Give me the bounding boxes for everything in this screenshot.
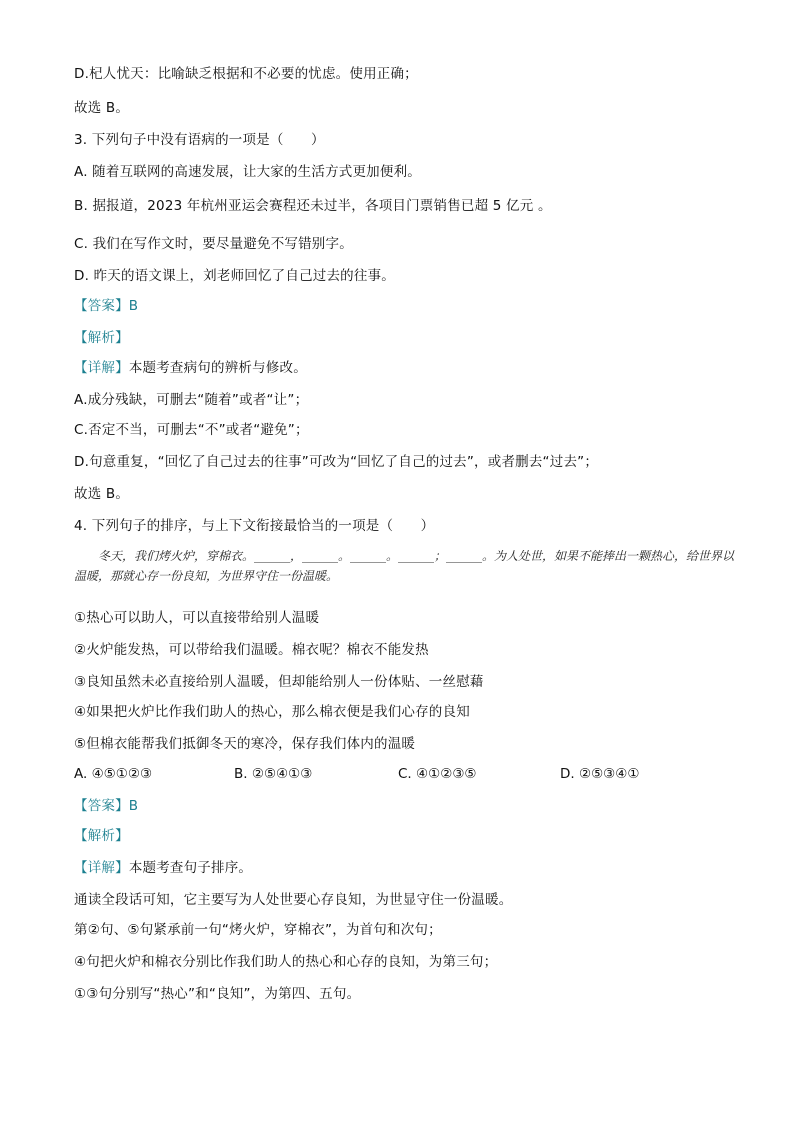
detail-tag: 【详解】: [74, 360, 129, 376]
sentence-4: ④如果把火炉比作我们助人的热心，那么棉衣便是我们心存的良知: [74, 704, 470, 720]
question-3-detail: [74, 358, 307, 378]
choose-answer-line: 故选 B。: [74, 486, 130, 502]
question-4-detail: [74, 858, 252, 878]
explanation-line: 通读全段话可知，它主要写为人处世要心存良知，为世显守住一份温暖。: [74, 892, 513, 908]
choose-answer-line: 故选 B。: [74, 100, 130, 116]
sentence-1: ①热心可以助人，可以直接带给别人温暖: [74, 610, 320, 626]
explanation-line: 第②句、⑤句紧承前一句“烤火炉，穿棉衣”，为首句和次句；: [74, 922, 442, 938]
question-4-option-c: C. ④①②③⑤: [398, 766, 477, 782]
sentence-3: ③良知虽然未必直接给别人温暖，但却能给别人一份体贴、一丝慰藉: [74, 674, 484, 690]
explanation-line: ①③句分别写“热心”和“良知”，为第四、五句。: [74, 986, 361, 1002]
question-4-passage: 冬天，我们烤火炉，穿棉衣。______，______。______。______；______。为人处世，如果不能捧出一颗热心，给世界以温暖，那就心存一份良知，为世界守住一份温暖。: [74, 549, 735, 583]
sentence-5: ⑤但棉衣能帮我们抵御冬天的寒冷，保存我们体内的温暖: [74, 736, 416, 752]
question-4-option-b: B. ②⑤④①③: [234, 766, 313, 782]
detail-text: 本题考查句子排序。: [128, 860, 253, 876]
question-3-stem: 3. 下列句子中没有语病的一项是（ ）: [74, 132, 325, 148]
detail-tag: 【详解】: [74, 860, 129, 876]
question-4-option-a: A. ④⑤①②③: [74, 766, 153, 782]
question-3-option-c: C. 我们在写作文时，要尽量避免不写错别字。: [74, 236, 353, 252]
question-4-stem: 4. 下列句子的排序，与上下文衔接最恰当的一项是（ ）: [74, 518, 435, 534]
question-3-analysis-heading: 【解析】: [74, 330, 129, 346]
question-3-answer: 【答案】B: [74, 298, 139, 314]
question-4-option-d: D. ②⑤③④①: [560, 766, 640, 782]
sentence-2: ②火炉能发热，可以带给我们温暖。棉衣呢？棉衣不能发热: [74, 642, 429, 658]
explanation-line: C.否定不当，可删去“不”或者“避免”；: [74, 422, 309, 438]
explanation-line: ④句把火炉和棉衣分别比作我们助人的热心和心存的良知，为第三句；: [74, 954, 498, 970]
question-3-option-d: D. 昨天的语文课上，刘老师回忆了自己过去的往事。: [74, 268, 395, 284]
question-3-option-a: A. 随着互联网的高速发展，让大家的生活方式更加便利。: [74, 164, 421, 180]
question-4-answer: 【答案】B: [74, 798, 139, 814]
explanation-line: D.句意重复，“回忆了自己过去的往事”可改为“回忆了自己的过去”，或者删去“过去”；: [74, 454, 599, 470]
analysis-line: D.杞人忧天：比喻缺乏根据和不必要的忧虑。使用正确；: [74, 66, 418, 82]
question-4-analysis-heading: 【解析】: [74, 828, 129, 844]
question-3-option-b: B. 据报道，2023 年杭州亚运会赛程还未过半，各项目门票销售已超 5 亿元 。: [74, 198, 552, 214]
detail-text: 本题考查病句的辨析与修改。: [128, 360, 307, 376]
explanation-line: A.成分残缺，可删去“随着”或者“让”；: [74, 392, 309, 408]
